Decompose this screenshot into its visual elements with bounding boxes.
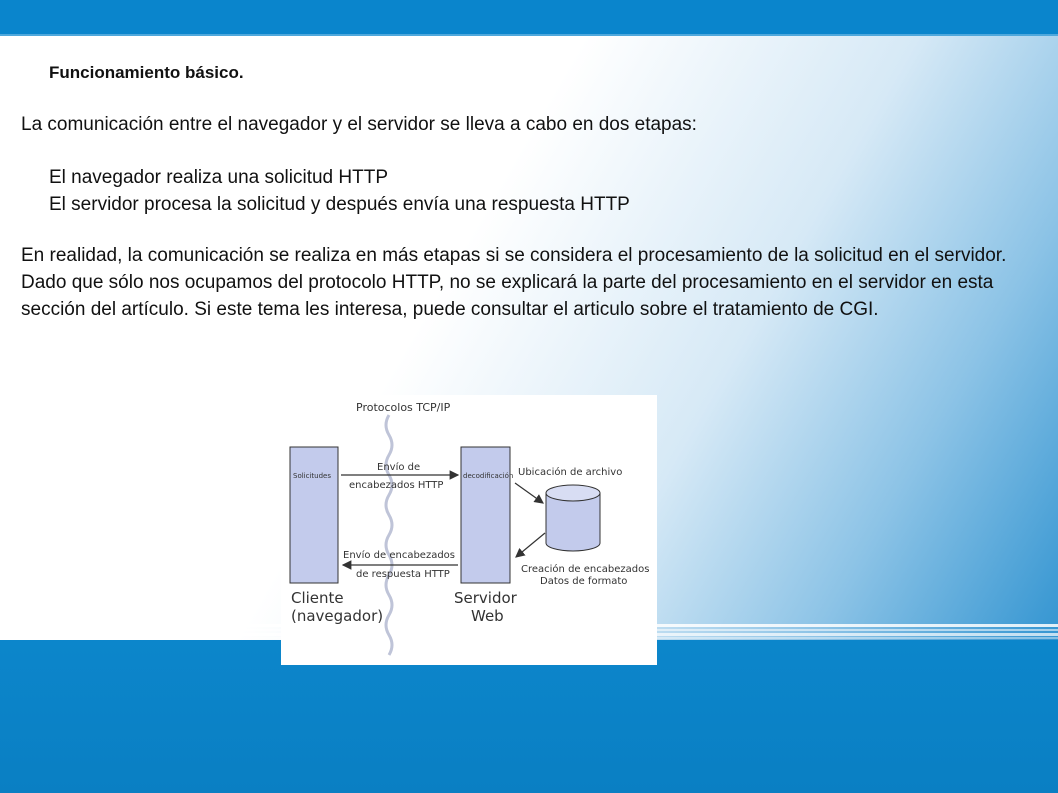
request-label-1: Envío de [377,462,421,473]
client-box-label: Solicitudes [293,472,331,480]
step-item: El servidor procesa la solicitud y después envía una respuesta HTTP [49,194,630,215]
file-location-label: Ubicación de archivo [518,467,623,478]
server-box [461,447,510,583]
header-creation-label-2: Datos de formato [540,576,628,587]
intro-text: La comunicación entre el navegador y el servidor se lleva a cabo en dos etapas: [21,114,697,135]
server-label-2: Web [471,607,504,625]
body-paragraph: En realidad, la comunicación se realiza en más etapas si se considera el procesamiento de la solicitud en el servidor. Dado que sólo nos ocupamos del protocolo HTTP, no se explicará la parte del procesamiento en el servidor en esta sección del artículo. Si este tema les interesa, puede consultar el articulo sobre el tratamiento de CGI. [21,245,1007,320]
database-icon [546,485,600,551]
wavy-separator [386,415,392,655]
header-creation-label-1: Creación de encabezados [521,564,650,575]
file-location-arrow [515,483,543,503]
header-creation-arrow [516,533,545,557]
client-label-2: (navegador) [291,607,384,625]
step-item: El navegador realiza una solicitud HTTP [49,167,389,188]
top-divider [0,34,1058,36]
request-label-2: encabezados HTTP [349,480,444,491]
client-label-1: Cliente [291,589,344,607]
response-label-1: Envío de encabezados [343,550,455,561]
protocol-label: Protocolos TCP/IP [356,401,451,414]
server-label-1: Servidor [454,589,517,607]
response-label-2: de respuesta HTTP [356,569,450,580]
http-diagram [281,395,657,665]
client-box [290,447,338,583]
server-box-label: decodificación [463,472,514,480]
slide-title: Funcionamiento básico. [49,63,244,82]
top-bar [0,0,1058,34]
